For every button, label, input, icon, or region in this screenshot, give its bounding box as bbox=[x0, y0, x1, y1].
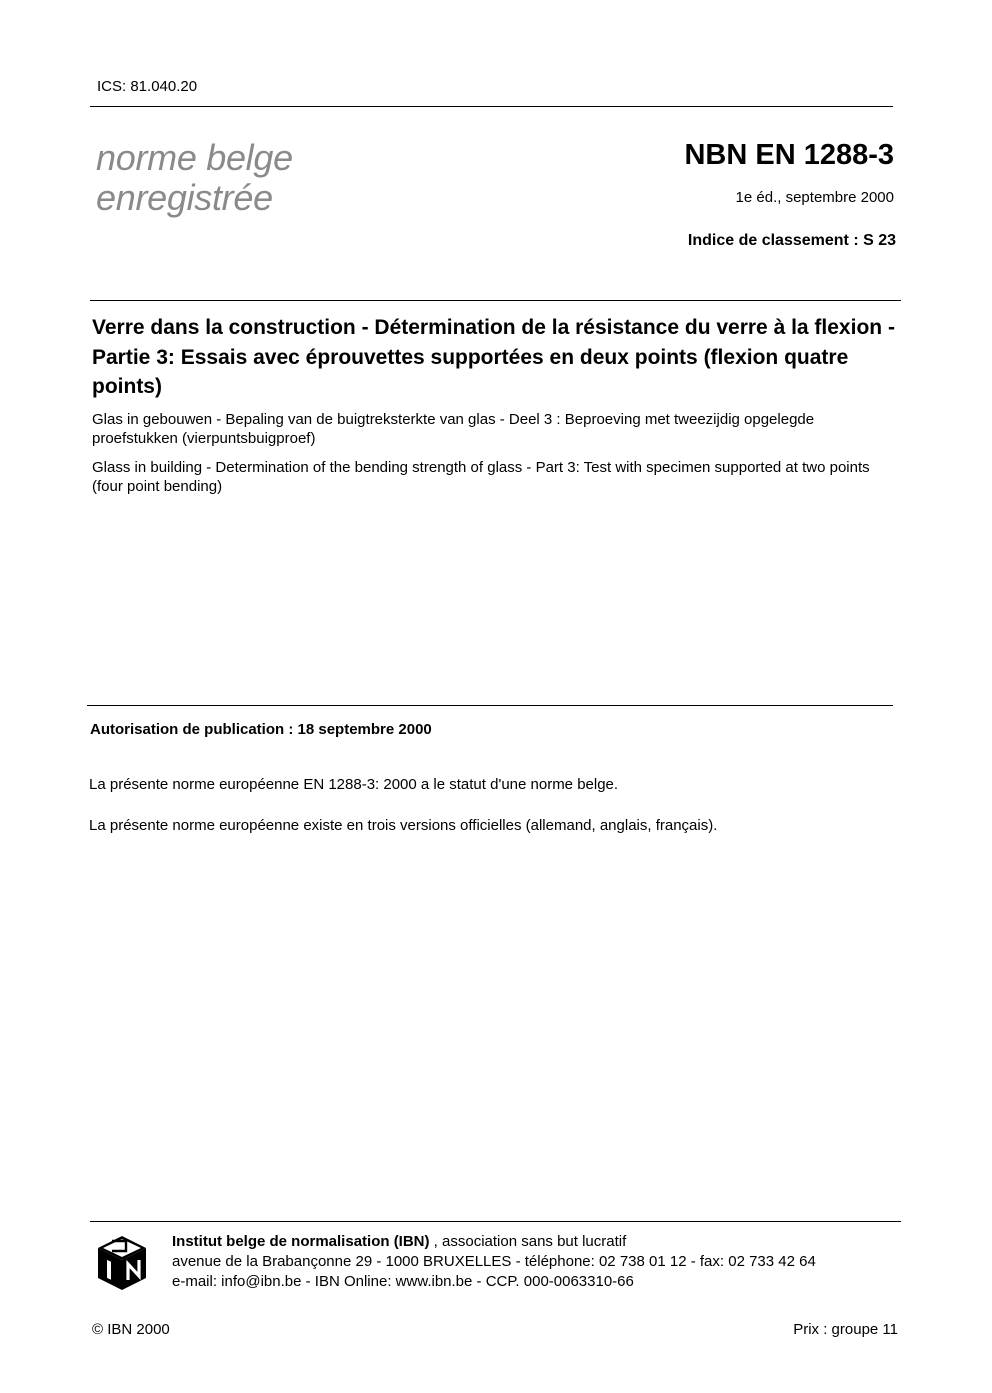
institute-name: Institut belge de normalisation (IBN) bbox=[172, 1233, 430, 1250]
ibn-logo-icon bbox=[95, 1234, 149, 1292]
institute-contact: e-mail: info@ibn.be - IBN Online: www.ibn.be - CCP. 000-0063310-66 bbox=[172, 1273, 634, 1290]
title-english: Glass in building - Determination of the bending strength of glass - Part 3: Test with specimen supported at two points (four point bending) bbox=[92, 459, 870, 495]
institute-suffix: , association sans but lucratif bbox=[429, 1233, 627, 1250]
ics-code: ICS: 81.040.20 bbox=[97, 78, 198, 95]
classification-index: Indice de classement : S 23 bbox=[687, 232, 896, 249]
title-french: Verre dans la construction - Détermination de la résistance du verre à la flexion - Partie 3: Essais avec éprouvettes supportées en deux points (flexion quatre points) bbox=[92, 316, 895, 398]
institute-address: avenue de la Brabançonne 29 - 1000 BRUXELLES - téléphone: 02 738 01 12 - fax: 02 733 42 64 bbox=[172, 1253, 816, 1270]
institute-line bbox=[172, 1232, 816, 1252]
ibn-logo bbox=[95, 1234, 149, 1292]
brand-title bbox=[96, 138, 293, 218]
standard-number: NBN EN 1288-3 bbox=[684, 139, 894, 171]
price-group: Prix : groupe 11 bbox=[793, 1321, 898, 1338]
brand-line-2: enregistrée bbox=[96, 177, 273, 218]
footer-divider bbox=[90, 1221, 901, 1222]
title-divider bbox=[90, 300, 901, 301]
top-divider bbox=[90, 106, 893, 107]
institute-info bbox=[172, 1232, 816, 1292]
versions-paragraph: La présente norme européenne existe en trois versions officielles (allemand, anglais, français). bbox=[89, 817, 718, 834]
edition: 1e éd., septembre 2000 bbox=[735, 189, 894, 206]
brand-line-1: norme belge bbox=[96, 137, 293, 178]
body-divider bbox=[87, 705, 893, 706]
publication-authorization: Autorisation de publication : 18 septembre 2000 bbox=[90, 721, 432, 738]
title-dutch: Glas in gebouwen - Bepaling van de buigtreksterkte van glas - Deel 3 : Beproeving met tweezijdig opgelegde proefstukken (vierpuntsbuigproef) bbox=[92, 411, 815, 447]
copyright: © IBN 2000 bbox=[92, 1321, 170, 1338]
status-paragraph: La présente norme européenne EN 1288-3: 2000 a le statut d'une norme belge. bbox=[89, 776, 619, 793]
